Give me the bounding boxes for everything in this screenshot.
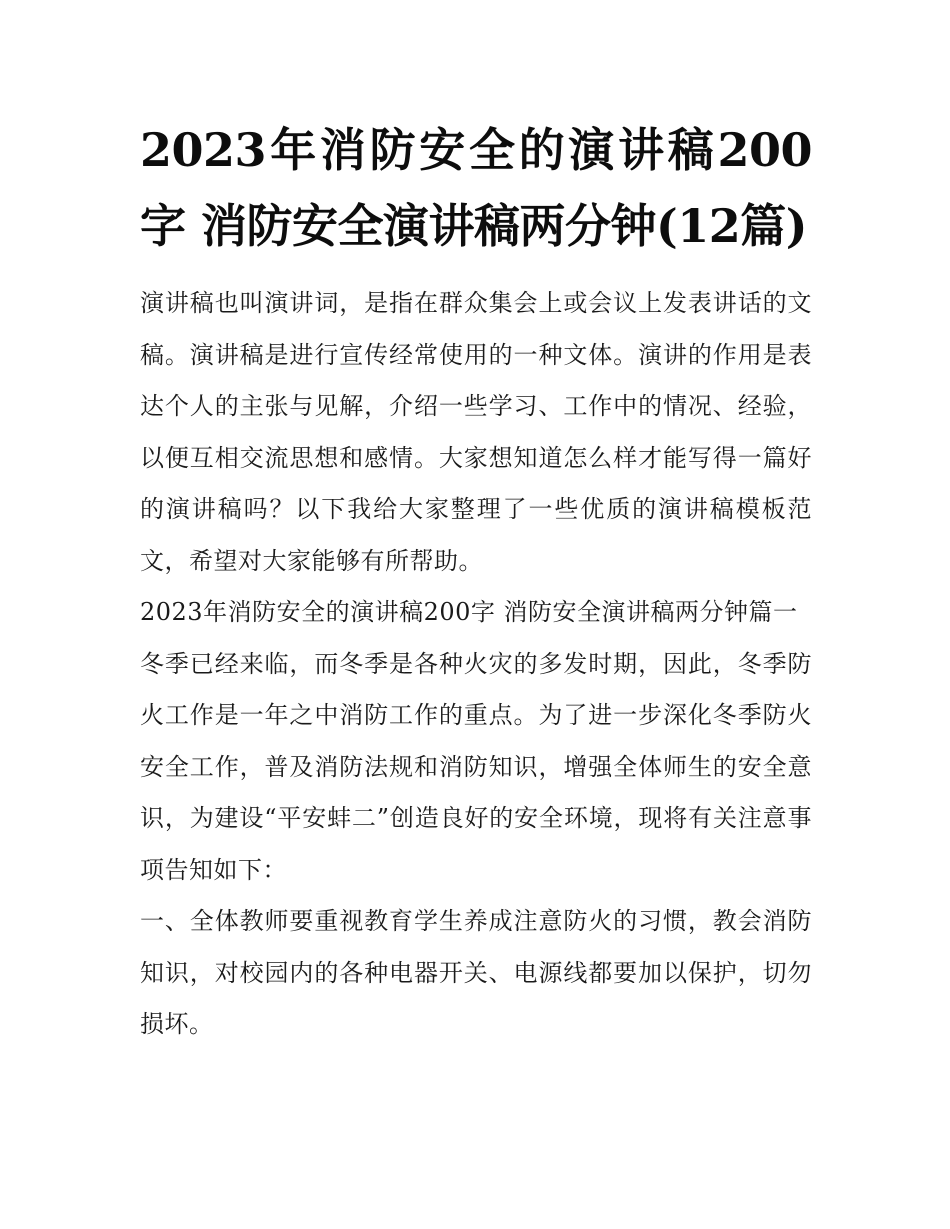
body-paragraph: 冬季已经来临，而冬季是各种火灾的多发时期，因此，冬季防火工作是一年之中消防工作的重点。为了进一步深化冬季防火安全工作，普及消防法规和消防知识，增强全体师生的安全意识，为建设“平安蚌二”创造良好的安全环境，现将有关注意事项告知如下： [140, 649, 812, 884]
document-body [140, 112, 812, 1051]
intro-paragraph: 演讲稿也叫演讲词，是指在群众集会上或会议上发表讲话的文稿。演讲稿是进行宣传经常使用的一种文体。演讲的作用是表达个人的主张与见解，介绍一些学习、工作中的情况、经验，以便互相交流思想和感情。大家想知道怎么样才能写得一篇好的演讲稿吗？以下我给大家整理了一些优质的演讲稿模板范文，希望对大家能够有所帮助。 [140, 289, 812, 575]
section-heading: 2023年消防安全的演讲稿200字 消防安全演讲稿两分钟篇一 [140, 598, 798, 626]
list-item-paragraph: 一、全体教师要重视教育学生养成注意防火的习惯，教会消防知识，对校园内的各种电器开关、电源线都要加以保护，切勿损坏。 [140, 907, 812, 1038]
document-title: 2023年消防安全的演讲稿200字 消防安全演讲稿两分钟(12篇) [140, 123, 812, 253]
